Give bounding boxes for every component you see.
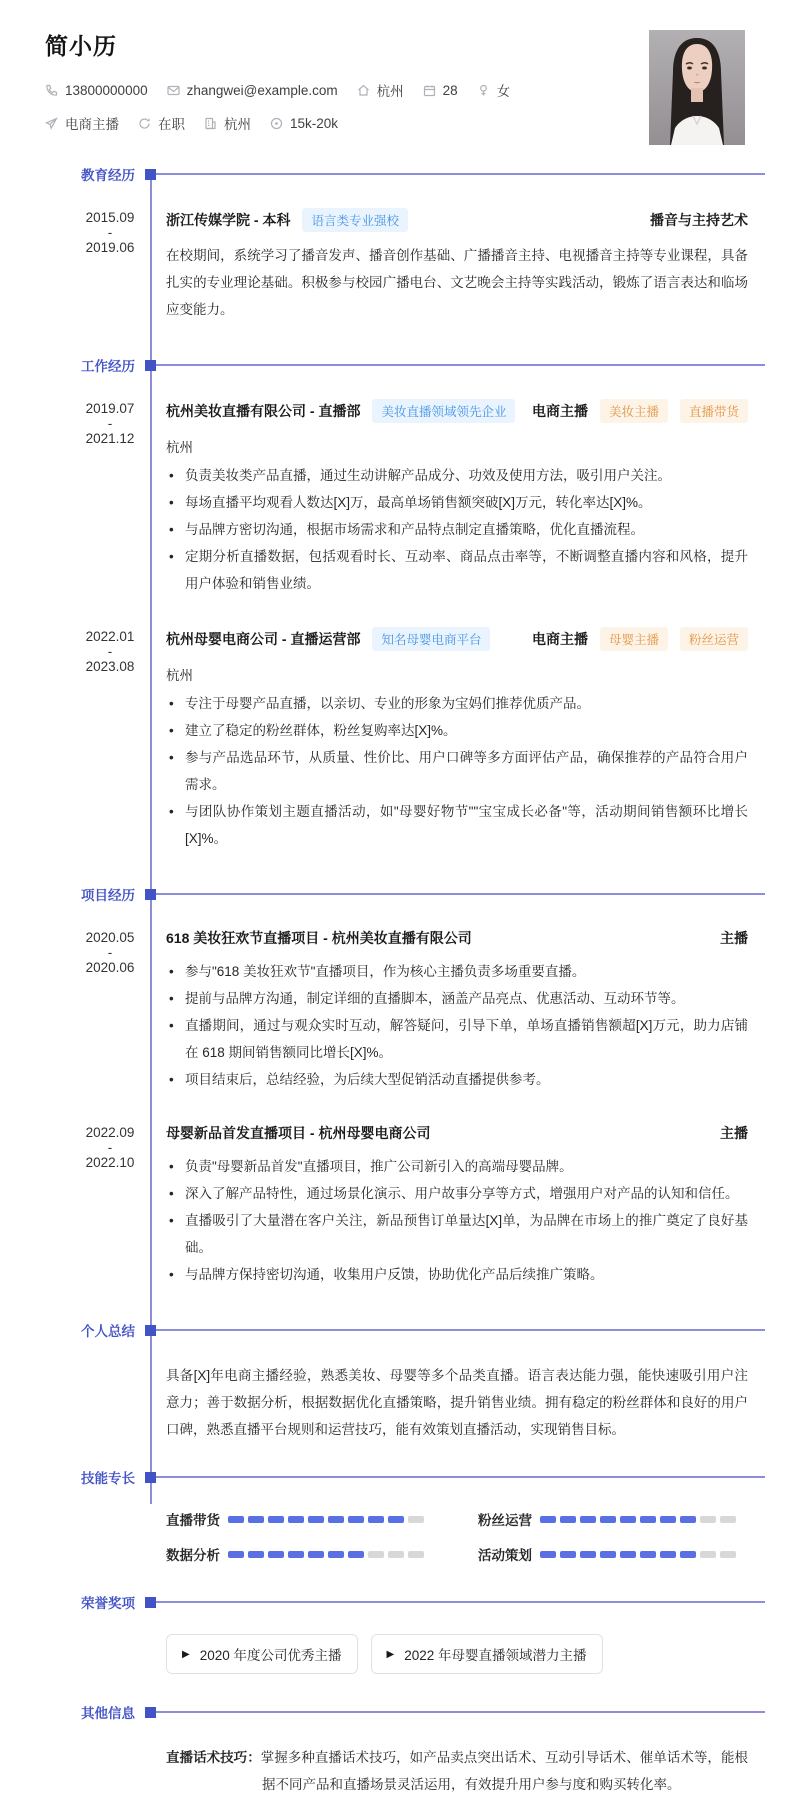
- job-tag: 直播带货: [680, 399, 748, 423]
- job-tag: 美妆主播: [600, 399, 668, 423]
- entry-dates: 2015.09 - 2019.06: [85, 210, 135, 255]
- job-tag: 母婴主播: [600, 627, 668, 651]
- skill-label: 粉丝运营: [478, 1513, 532, 1528]
- section-title: 教育经历: [81, 168, 135, 183]
- home-icon: [357, 84, 370, 97]
- bullet-item: • 直播期间，通过与观众实时互动，解答疑问，引导下单，单场直播销售额超[X]万元，助力店铺在 618 期间销售额同比增长[X]%。: [166, 1012, 748, 1066]
- position-icon: [45, 117, 58, 130]
- job-tag: 粉丝运营: [680, 627, 748, 651]
- timeline-node: [145, 1472, 156, 1483]
- section-title: 工作经历: [81, 359, 135, 374]
- section-rule: [156, 1329, 765, 1331]
- page-title: 简小历: [45, 33, 117, 59]
- salary-icon: [270, 117, 283, 130]
- project-bullets: [166, 1153, 748, 1288]
- work-bullets: [166, 462, 748, 597]
- mail-icon: [167, 84, 180, 97]
- honor-label: 2022 年母婴直播领域潜力主播: [404, 1648, 587, 1663]
- section-title: 荣誉奖项: [81, 1596, 135, 1611]
- project-name: 618 美妆狂欢节直播项目 - 杭州美妆直播有限公司: [166, 930, 472, 946]
- bullet-item: • 与品牌方保持密切沟通，收集用户反馈，协助优化产品后续推广策略。: [166, 1261, 748, 1288]
- email-value: zhangwei@example.com: [186, 82, 338, 98]
- timeline-line: [150, 178, 152, 1504]
- city-icon: [204, 117, 217, 130]
- status-icon: [138, 117, 151, 130]
- skill-row: [478, 1544, 748, 1564]
- entry-dates: 2022.01 - 2023.08: [85, 629, 135, 674]
- bullet-item: • 建立了稳定的粉丝群体，粉丝复购率达[X]%。: [166, 717, 748, 744]
- work-entry: [85, 627, 748, 852]
- section-rule: [156, 1476, 765, 1478]
- timeline-node: [145, 169, 156, 180]
- salary-value: 15k-20k: [290, 115, 339, 131]
- contact-status: [138, 113, 185, 133]
- section-rule: [156, 1601, 765, 1603]
- gender-icon: [477, 84, 490, 97]
- major-name: 播音与主持艺术: [650, 212, 748, 228]
- job-location: 杭州: [166, 440, 193, 455]
- section-skills: [0, 1469, 794, 1564]
- timeline-node: [145, 1325, 156, 1336]
- section-projects-header: [0, 886, 794, 902]
- company-name: 杭州母婴电商公司 - 直播运营部: [166, 631, 361, 647]
- honor-item[interactable]: [371, 1634, 603, 1674]
- education-description: 在校期间，系统学习了播音发声、播音创作基础、广播播音主持、电视播音主持等专业课程，具备扎实的专业理论基础。积极参与校园广播电台、文艺晚会主持等实践活动，锻炼了语言表达和临场应变能力。: [166, 248, 748, 317]
- section-other: [0, 1704, 794, 1798]
- section-education-header: [0, 166, 794, 182]
- section-rule: [156, 173, 765, 175]
- bullet-item: • 专注于母婴产品直播，以亲切、专业的形象为宝妈们推荐优质产品。: [166, 690, 748, 717]
- skill-grid: [166, 1509, 748, 1564]
- section-rule: [156, 893, 765, 895]
- timeline-node: [145, 889, 156, 900]
- summary-text: 具备[X]年电商主播经验，熟悉美妆、母婴等多个品类直播。语言表达能力强，能快速吸引用户注意力；善于数据分析，根据数据优化直播策略，提升销售业绩。拥有稳定的粉丝群体和良好的用户口碑，熟悉直播平台规则和运营技巧，能有效策划直播活动，实现销售目标。: [166, 1368, 748, 1437]
- project-name: 母婴新品首发直播项目 - 杭州母婴电商公司: [166, 1125, 431, 1141]
- age-value: 28: [442, 82, 458, 98]
- company-badge: 知名母婴电商平台: [372, 627, 490, 651]
- company-name: 杭州美妆直播有限公司 - 直播部: [166, 403, 361, 419]
- gender-value: 女: [496, 84, 511, 99]
- section-title: 其他信息: [81, 1706, 135, 1721]
- section-title: 个人总结: [81, 1324, 135, 1339]
- bullet-item: • 每场直播平均观看人数达[X]万，最高单场销售额突破[X]万元，转化率达[X]%。: [166, 489, 748, 516]
- section-work-header: [0, 357, 794, 373]
- section-rule: [156, 1711, 765, 1713]
- skill-row: [478, 1509, 748, 1529]
- avatar: [649, 30, 745, 145]
- bullet-item: • 参与"618 美妆狂欢节"直播项目，作为核心主播负责多场重要直播。: [166, 958, 748, 985]
- skill-bar: [540, 1516, 748, 1523]
- entry-dates: 2019.07 - 2021.12: [85, 401, 135, 446]
- contact-row-1: [45, 80, 745, 100]
- skill-row: [166, 1544, 436, 1564]
- bullet-item: • 负责美妆类产品直播，通过生动讲解产品成分、功效及使用方法，吸引用户关注。: [166, 462, 748, 489]
- city-value: 杭州: [224, 117, 251, 132]
- section-title: 项目经历: [81, 888, 135, 903]
- contact-gender: [477, 80, 511, 100]
- section-honors: [0, 1594, 794, 1674]
- bullet-item: • 与品牌方密切沟通，根据市场需求和产品特点制定直播策略，优化直播流程。: [166, 516, 748, 543]
- entry-dates: 2022.09 - 2022.10: [85, 1125, 135, 1170]
- bullet-item: • 负责"母婴新品首发"直播项目，推广公司新引入的高端母婴品牌。: [166, 1153, 748, 1180]
- section-education: [0, 166, 794, 323]
- section-summary: [0, 1322, 794, 1443]
- section-other-header: [0, 1704, 794, 1720]
- other-item: [166, 1744, 748, 1798]
- project-bullets: [166, 958, 748, 1093]
- honor-item[interactable]: [166, 1634, 358, 1674]
- honor-list: [166, 1634, 748, 1674]
- skill-label: 直播带货: [166, 1513, 220, 1528]
- resume-header: [0, 0, 794, 133]
- job-location: 杭州: [166, 668, 193, 683]
- project-entry: [85, 1123, 748, 1288]
- honor-label: 2020 年度公司优秀主播: [199, 1648, 342, 1663]
- section-skills-header: [0, 1469, 794, 1485]
- play-icon: ▶: [182, 1648, 190, 1660]
- home-city-value: 杭州: [376, 84, 404, 99]
- bullet-item: • 深入了解产品特性，通过场景化演示、用户故事分享等方式，增强用户对产品的认知和信任。: [166, 1180, 748, 1207]
- project-role: 主播: [720, 930, 748, 946]
- phone-value: 13800000000: [65, 82, 148, 98]
- skill-label: 活动策划: [478, 1548, 532, 1563]
- education-entry: [85, 208, 748, 323]
- contact-email: [167, 83, 338, 98]
- bullet-item: • 直播吸引了大量潜在客户关注，新品预售订单量达[X]单，为品牌在市场上的推广奠定了良好基础。: [166, 1207, 748, 1261]
- job-role: 电商主播: [531, 403, 588, 419]
- job-role: 电商主播: [531, 631, 588, 647]
- age-icon: [423, 84, 436, 97]
- phone-icon: [45, 84, 58, 97]
- contact-city: [204, 113, 251, 133]
- school-badge: 语言类专业强校: [302, 208, 408, 232]
- play-icon: ▶: [386, 1648, 395, 1660]
- work-entry: [85, 399, 748, 597]
- section-rule: [156, 364, 765, 366]
- contact-age: [423, 83, 458, 98]
- skill-bar: [228, 1516, 436, 1523]
- bullet-item: • 与团队协作策划主题直播活动，如"母婴好物节""宝宝成长必备"等，活动期间销售额环比增长[X]%。: [166, 798, 748, 852]
- timeline-node: [145, 1597, 156, 1608]
- bullet-item: • 定期分析直播数据，包括观看时长、互动率、商品点击率等，不断调整直播内容和风格，提升用户体验和销售业绩。: [166, 543, 748, 597]
- skill-row: [166, 1509, 436, 1529]
- section-projects: [0, 886, 794, 1288]
- contact-home-city: [357, 80, 404, 100]
- project-role: 主播: [720, 1125, 748, 1141]
- entry-dates: 2020.05 - 2020.06: [85, 930, 135, 975]
- timeline-node: [145, 1707, 156, 1718]
- section-honors-header: [0, 1594, 794, 1610]
- section-title: 技能专长: [81, 1471, 135, 1486]
- contact-salary: [270, 116, 338, 131]
- bullet-item: • 提前与品牌方沟通，制定详细的直播脚本，涵盖产品亮点、优惠活动、互动环节等。: [166, 985, 748, 1012]
- contact-phone: [45, 83, 148, 98]
- bullet-item: • 项目结束后，总结经验，为后续大型促销活动直播提供参考。: [166, 1066, 748, 1093]
- other-item-label: 直播话术技巧：: [166, 1750, 261, 1765]
- contact-position: [45, 113, 119, 133]
- section-work: [0, 357, 794, 852]
- company-badge: 美妆直播领域领先企业: [372, 399, 515, 423]
- contact-row-2: [45, 113, 745, 133]
- bullet-item: • 参与产品选品环节，从质量、性价比、用户口碑等多方面评估产品，确保推荐的产品符合用户需求。: [166, 744, 748, 798]
- position-value: 电商主播: [65, 117, 119, 132]
- skill-bar: [228, 1551, 436, 1558]
- school-name: 浙江传媒学院 - 本科: [166, 212, 291, 228]
- skill-bar: [540, 1551, 748, 1558]
- skill-label: 数据分析: [166, 1548, 220, 1563]
- project-entry: [85, 928, 748, 1093]
- work-bullets: [166, 690, 748, 852]
- timeline-node: [145, 360, 156, 371]
- section-summary-header: [0, 1322, 794, 1338]
- status-value: 在职: [158, 117, 185, 132]
- other-item-text: 掌握多种直播话术技巧，如产品卖点突出话术、互动引导话术、催单话术等，能根据不同产品和直播场景灵活运用，有效提升用户参与度和购买转化率。: [260, 1750, 748, 1792]
